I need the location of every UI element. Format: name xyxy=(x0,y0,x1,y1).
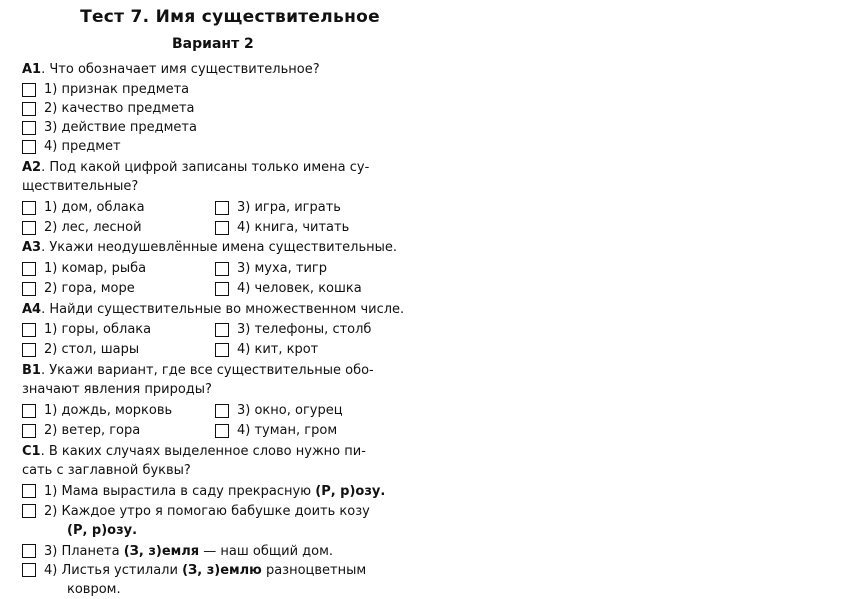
question-text: Что обозначает имя существительное? xyxy=(49,62,320,77)
option-label: 1) признак предмета xyxy=(44,82,190,97)
option-label: 2) стол, шары xyxy=(44,342,140,357)
option-b1-1[interactable] xyxy=(22,401,172,420)
question-id: A4 xyxy=(22,302,42,317)
question-id: A3 xyxy=(22,240,42,255)
checkbox[interactable] xyxy=(22,504,36,518)
checkbox[interactable] xyxy=(215,221,229,235)
checkbox[interactable] xyxy=(215,404,229,418)
option-label: 2) ветер, гора xyxy=(44,423,141,438)
option-a1-1[interactable] xyxy=(22,80,189,99)
option-label: 1) комар, рыба xyxy=(44,261,147,276)
question-id: B1 xyxy=(22,363,41,378)
option-c1-1[interactable] xyxy=(22,482,417,501)
option-b1-2[interactable] xyxy=(22,421,140,440)
option-a4-3[interactable] xyxy=(215,320,371,339)
question-text: Под какой цифрой записаны только имена су- xyxy=(49,160,370,175)
checkbox[interactable] xyxy=(22,404,36,418)
option-a4-2[interactable] xyxy=(22,340,139,359)
variant-label: Вариант 2 xyxy=(172,36,254,52)
question-a1: A1. Что обозначает имя существительное? xyxy=(22,62,320,77)
question-b1: B1. Укажи вариант, где все существительные обо- значают явления природы? xyxy=(22,363,374,397)
option-label: 3) телефоны, столб xyxy=(237,322,372,337)
checkbox[interactable] xyxy=(22,544,36,558)
highlighted-word: (З, з)емля xyxy=(123,544,200,559)
option-text: 1) Мама вырастила в саду прекрасную xyxy=(44,484,316,499)
option-label xyxy=(44,561,366,599)
option-a3-4[interactable] xyxy=(215,279,362,298)
option-text: 4) Листья устилали xyxy=(44,563,183,578)
checkbox[interactable] xyxy=(22,262,36,276)
option-a2-2[interactable] xyxy=(22,218,142,237)
option-label: 1) горы, облака xyxy=(44,322,152,337)
page-title: Тест 7. Имя существительное xyxy=(80,7,380,27)
highlighted-word: (Р, р)озу. xyxy=(315,484,386,499)
question-c1: C1. В каких случаях выделенное слово нужно пи- сать с заглавной буквы? xyxy=(22,444,366,478)
option-label xyxy=(44,482,385,501)
question-text: Найди существительные во множественном числе. xyxy=(49,302,405,317)
checkbox[interactable] xyxy=(215,201,229,215)
option-a2-1[interactable] xyxy=(22,198,145,217)
option-c1-2[interactable] xyxy=(22,502,417,540)
checkbox[interactable] xyxy=(215,323,229,337)
question-a4: A4. Найди существительные во множественном числе. xyxy=(22,302,405,317)
option-c1-4[interactable] xyxy=(22,561,417,599)
option-label: 2) лес, лесной xyxy=(44,220,142,235)
option-text: 2) Каждое утро я помогаю бабушке доить козу xyxy=(44,504,370,519)
checkbox[interactable] xyxy=(22,201,36,215)
question-text: В каких случаях выделенное слово нужно пи- xyxy=(48,444,366,459)
option-label: 1) дом, облака xyxy=(44,200,145,215)
option-b1-3[interactable] xyxy=(215,401,343,420)
question-text-cont: ществительные? xyxy=(22,179,139,194)
question-a2: A2. Под какой цифрой записаны только имена су- ществительные? xyxy=(22,160,370,194)
option-label: 4) кит, крот xyxy=(237,342,319,357)
checkbox[interactable] xyxy=(22,343,36,357)
option-a1-4[interactable] xyxy=(22,137,121,156)
option-a1-3[interactable] xyxy=(22,118,197,137)
checkbox[interactable] xyxy=(22,102,36,116)
checkbox[interactable] xyxy=(22,563,36,577)
option-label xyxy=(44,502,370,540)
checkbox[interactable] xyxy=(22,424,36,438)
option-label: 4) предмет xyxy=(44,139,121,154)
option-a4-4[interactable] xyxy=(215,340,318,359)
question-text-cont: сать с заглавной буквы? xyxy=(22,463,191,478)
option-a3-3[interactable] xyxy=(215,259,327,278)
checkbox[interactable] xyxy=(22,323,36,337)
checkbox[interactable] xyxy=(215,424,229,438)
highlighted-word: (Р, р)озу. xyxy=(67,523,138,538)
option-label: 3) муха, тигр xyxy=(237,261,328,276)
option-b1-4[interactable] xyxy=(215,421,337,440)
question-id: A2 xyxy=(22,160,42,175)
highlighted-word: (З, з)емлю xyxy=(182,563,262,578)
option-text: 3) Планета xyxy=(44,544,124,559)
option-a4-1[interactable] xyxy=(22,320,151,339)
question-id: C1 xyxy=(22,444,41,459)
checkbox[interactable] xyxy=(22,140,36,154)
option-a3-2[interactable] xyxy=(22,279,135,298)
question-text-cont: значают явления природы? xyxy=(22,382,212,397)
checkbox[interactable] xyxy=(22,83,36,97)
option-a3-1[interactable] xyxy=(22,259,146,278)
option-text-after: разноцветным xyxy=(261,563,367,578)
question-id: A1 xyxy=(22,62,42,77)
checkbox[interactable] xyxy=(215,282,229,296)
option-label: 3) окно, огурец xyxy=(237,403,343,418)
checkbox[interactable] xyxy=(22,221,36,235)
option-label: 4) человек, кошка xyxy=(237,281,362,296)
option-a2-3[interactable] xyxy=(215,198,341,217)
option-label: 4) туман, гром xyxy=(237,423,338,438)
option-a1-2[interactable] xyxy=(22,99,195,118)
checkbox[interactable] xyxy=(215,262,229,276)
option-label: 3) игра, играть xyxy=(237,200,341,215)
checkbox[interactable] xyxy=(22,282,36,296)
option-label: 3) действие предмета xyxy=(44,120,197,135)
question-a3: A3. Укажи неодушевлённые имена существительные. xyxy=(22,240,397,255)
checkbox[interactable] xyxy=(22,484,36,498)
option-text-after: — наш общий дом. xyxy=(199,544,334,559)
option-label: 1) дождь, морковь xyxy=(44,403,173,418)
question-text: Укажи неодушевлённые имена существительные. xyxy=(49,240,397,255)
option-label xyxy=(44,542,333,561)
option-a2-4[interactable] xyxy=(215,218,349,237)
question-text: Укажи вариант, где все существительные обо- xyxy=(49,363,374,378)
option-label: 2) качество предмета xyxy=(44,101,195,116)
option-text-cont: ковром. xyxy=(67,582,121,597)
option-label: 2) гора, море xyxy=(44,281,135,296)
checkbox[interactable] xyxy=(215,343,229,357)
option-c1-3[interactable] xyxy=(22,542,417,561)
checkbox[interactable] xyxy=(22,121,36,135)
option-label: 4) книга, читать xyxy=(237,220,350,235)
